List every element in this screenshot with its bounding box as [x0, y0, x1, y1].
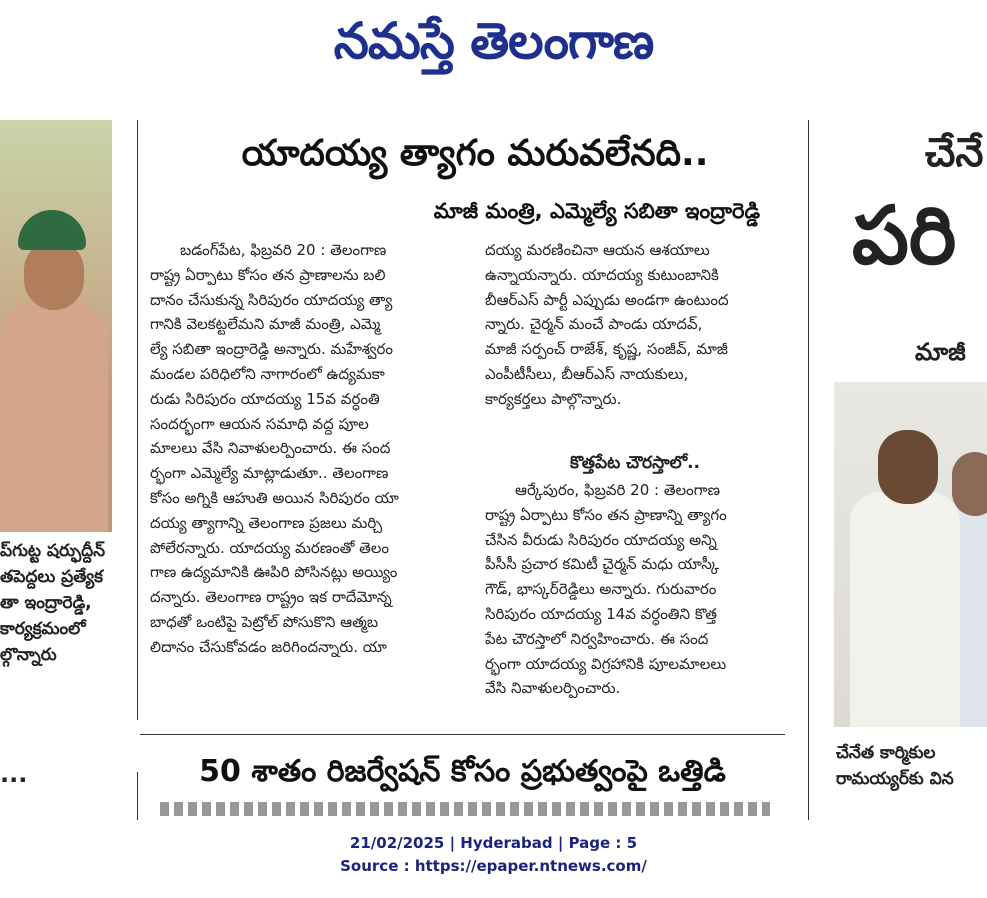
text-line: బీఆర్ఎస్ పార్టీ ఎప్పుడు అండగా ఉంటుంద	[485, 290, 729, 309]
text-line: రుడు సిరిపురం యాదయ్య 15వ వర్ధంతి	[150, 389, 380, 408]
text-line: ఎంపీటీసీలు, బీఆర్ఎస్ నాయకులు,	[485, 364, 689, 383]
footer-date-line: 21/02/2025 | Hyderabad | Page : 5	[349, 834, 638, 852]
text-line: దానం చేసుకున్న సిరిపురం యాదయ్య త్యా	[150, 290, 393, 309]
column-divider-right	[808, 120, 809, 820]
text-line: గాణ ఉద్యమానికి ఊపిరి పోసినట్లు అయ్యిం	[150, 563, 398, 582]
left-bottom-headline: ...	[0, 760, 28, 788]
photo-figure-face	[952, 452, 987, 516]
text-line: మాలలు వేసి నివాళులర్పించారు. ఈ సంద	[150, 439, 391, 458]
left-news-photo	[0, 120, 112, 532]
text-line: పీసీసీ ప్రచార కమిటీ చైర్మన్ మధు యాస్కీ	[485, 555, 719, 574]
text-line: చేసిన వీరుడు సిరిపురం యాదయ్య అన్ని	[485, 530, 717, 549]
photo-figure-cap	[18, 210, 86, 250]
caption-line: రామయ్యర్‌కు విన	[836, 769, 954, 789]
text-line: గౌడ్, భాస్కర్‌రెడ్డిలు అన్నారు. గురువారం	[485, 580, 717, 599]
caption-line: ల్గొన్నారు	[0, 645, 57, 665]
text-line: ర్భంగా ఎమ్మెల్యే మాట్లాడుతూ.. తెలంగాణ	[150, 464, 389, 483]
text-line: సందర్భంగా ఆయన సమాధి వద్ద పూల	[150, 414, 369, 433]
caption-line: తా ఇంద్రారెడ్డి,	[0, 593, 92, 613]
article-headline: యాదయ్య త్యాగం మరువలేనది..	[241, 133, 709, 174]
newspaper-page	[0, 100, 987, 820]
right-photo-caption	[836, 740, 954, 792]
column-divider-left	[137, 120, 138, 720]
article-divider	[140, 734, 785, 735]
right-article-subhead: మాజీ	[915, 338, 966, 366]
text-line: ర్భంగా యాదయ్య విగ్రహానికి పూలమాలలు	[485, 654, 727, 673]
text-line: లిదానం చేసుకోవడం జరిగిందన్నారు. యా	[150, 637, 387, 656]
masthead-title: నమస్తే తెలంగాణ	[333, 11, 654, 70]
text-line: సిరిపురం యాదయ్య 14వ వర్ధంతిని కొత్త	[485, 604, 717, 623]
page-footer	[0, 832, 987, 878]
text-line: ఆర్కేపురం, ఫిబ్రవరి 20 : తెలంగాణ	[515, 481, 720, 499]
article-subhead: మాజీ మంత్రి, ఎమ్మెల్యే సబితా ఇంద్రారెడ్డి	[433, 199, 760, 223]
text-line: మండల పరిధిలోని నాగారంలో ఉద్యమకా	[150, 364, 385, 383]
text-line: కోసం అగ్నికి ఆహుతి అయిన సిరిపురం యా	[150, 488, 399, 507]
text-line: దయ్య త్యాగాన్ని తెలంగాణ ప్రజలు మర్చి	[150, 513, 383, 532]
cropped-text-line	[160, 802, 770, 816]
text-line: బాధతో ఒంటిపై పెట్రోల్ పోసుకొని ఆత్మబ	[150, 612, 379, 631]
text-line: వేసి నివాళులర్పించారు.	[485, 679, 621, 698]
text-line: రాష్ట్ర ఏర్పాటు కోసం తన ప్రాణాలను బలి	[150, 265, 386, 284]
column-divider-left-lower	[137, 772, 138, 820]
article-column-2	[485, 238, 785, 412]
left-photo-caption	[0, 538, 120, 668]
text-line: దన్నారు. తెలంగాణ రాష్ట్రం ఇక రాదేమోన్న	[150, 588, 392, 607]
right-news-photo	[834, 382, 987, 727]
text-line: కార్యకర్తలు పాల్గొన్నారు.	[485, 389, 622, 408]
right-article-headline: పరి	[852, 189, 957, 282]
text-line: న్నారు. చైర్మన్ మంచే పాండు యాదవ్,	[485, 315, 703, 334]
text-line: ల్యే సబితా ఇంద్రారెడ్డి అన్నారు. మహేశ్వరం	[150, 340, 394, 359]
text-line: గానికి వెలకట్టలేమని మాజీ మంత్రి, ఎమ్మె	[150, 315, 381, 334]
caption-line: చేనేత కార్మికుల	[836, 743, 936, 763]
article-column-1	[150, 238, 468, 660]
text-line: బడంగ్‌పేట, ఫిబ్రవరి 20 : తెలంగాణ	[180, 241, 387, 259]
text-line: రాష్ట్ర ఏర్పాటు కోసం తన ప్రాణాన్ని త్యాగం	[485, 505, 727, 524]
text-line: దయ్య మరణించినా ఆయన ఆశయాలు	[485, 241, 710, 259]
right-article-kicker: చేనే	[925, 130, 984, 176]
text-line: పేట చౌరస్తాలో నిర్వహించారు. ఈ సంద	[485, 629, 709, 648]
caption-line: తపెద్దలు ప్రత్యేక	[0, 567, 104, 587]
second-article-headline: 50 శాతం రిజర్వేషన్ కోసం ప్రభుత్వంపై ఒత్తిడి	[199, 754, 726, 789]
photo-figure-face	[878, 430, 938, 504]
text-line: మాజీ సర్పంచ్ రాజేశ్, కృష్ణ, సంజీవ్, మాజీ	[485, 340, 728, 359]
text-line: ఉన్నాయన్నారు. యాదయ్య కుటుంబానికి	[485, 265, 719, 284]
footer-source-line: Source : https://epaper.ntnews.com/	[340, 857, 647, 875]
photo-figure-body	[850, 492, 960, 727]
article-subsection-heading: కొత్తపేట చౌరస్తాలో..	[569, 453, 700, 473]
photo-figure-face	[24, 240, 84, 310]
photo-figure-body	[0, 300, 108, 532]
article-column-2-section	[485, 478, 785, 701]
caption-line: కార్యక్రమంలో	[0, 619, 86, 639]
text-line: పోలేరన్నారు. యాదయ్య మరణంతో తెలం	[150, 538, 390, 557]
caption-line: ప్‌గుట్ట షర్ఫుద్దీన్	[0, 541, 106, 561]
